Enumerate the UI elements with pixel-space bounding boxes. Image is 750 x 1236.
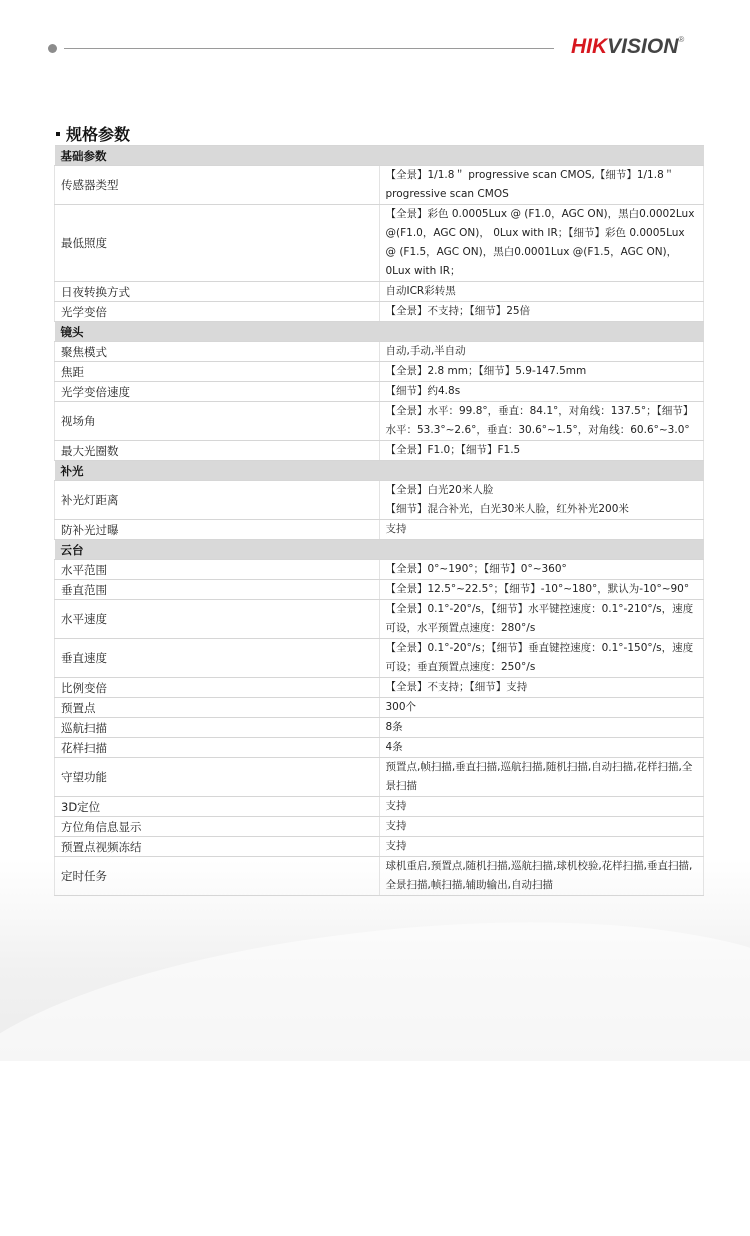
spec-label: 预置点视频冻结 [55,837,380,857]
spec-label: 预置点 [55,698,380,718]
spec-row [55,166,704,205]
spec-value: 300个 [379,698,704,718]
spec-label: 光学变倍 [55,302,380,322]
spec-row [55,302,704,322]
spec-value: 自动ICR彩转黑 [379,282,704,302]
spec-row [55,520,704,540]
spec-value: 8条 [379,718,704,738]
spec-value: 【全景】不支持；【细节】支持 [379,678,704,698]
spec-value: 预置点,帧扫描,垂直扫描,巡航扫描,随机扫描,自动扫描,花样扫描,全景扫描 [379,758,704,797]
spec-label: 比例变倍 [55,678,380,698]
spec-label: 焦距 [55,362,380,382]
spec-row [55,857,704,896]
spec-value: 【细节】约4.8s [379,382,704,402]
spec-group-header [55,540,704,560]
spec-row [55,738,704,758]
spec-value: 支持 [379,817,704,837]
spec-value: 【全景】0.1°-20°/s，【细节】水平键控速度：0.1°-210°/s，速度可设，水平预置点速度：280°/s [379,600,704,639]
spec-row [55,402,704,441]
section-title-text: 规格参数 [66,125,131,144]
spec-value: 4条 [379,738,704,758]
spec-label: 水平速度 [55,600,380,639]
spec-group-title: 基础参数 [55,146,704,166]
spec-value: 【全景】F1.0；【细节】F1.5 [379,441,704,461]
spec-label: 方位角信息显示 [55,817,380,837]
spec-row [55,758,704,797]
spec-row [55,205,704,282]
header-dot [48,44,57,53]
spec-row [55,342,704,362]
spec-row [55,698,704,718]
spec-value: 【全景】2.8 mm；【细节】5.9-147.5mm [379,362,704,382]
spec-label: 视场角 [55,402,380,441]
section-title [56,122,130,145]
spec-label: 水平范围 [55,560,380,580]
spec-group-header [55,322,704,342]
spec-row [55,797,704,817]
spec-row [55,600,704,639]
spec-label: 最低照度 [55,205,380,282]
logo-hik-text: HIK [571,35,608,58]
spec-label: 传感器类型 [55,166,380,205]
spec-value: 【全景】0.1°-20°/s；【细节】垂直键控速度：0.1°-150°/s，速度可设；垂直预置点速度：250°/s [379,639,704,678]
spec-value: 【全景】1/1.8＂ progressive scan CMOS,【细节】1/1.8＂ progressive scan CMOS [379,166,704,205]
spec-group-title: 云台 [55,540,704,560]
spec-row [55,639,704,678]
spec-value: 【全景】彩色 0.0005Lux @ (F1.0，AGC ON)，黑白0.0002Lux @(F1.0，AGC ON)， 0Lux with IR；【细节】彩色 0.0005Lux @ (F1.5，AGC ON)，黑白0.0001Lux @(F1.5，AGC ON)， 0Lux with IR； [379,205,704,282]
section-bullet-icon [56,132,60,136]
logo-vision-text: VISION [607,35,679,58]
spec-row [55,837,704,857]
spec-group-title: 镜头 [55,322,704,342]
spec-label: 垂直速度 [55,639,380,678]
spec-value: 支持 [379,797,704,817]
spec-value: 【全景】白光20米人脸 【细节】混合补光，白光30米人脸，红外补光200米 [379,481,704,520]
spec-label: 巡航扫描 [55,718,380,738]
spec-row [55,362,704,382]
spec-group-title: 补光 [55,461,704,481]
spec-label: 补光灯距离 [55,481,380,520]
spec-label: 3D定位 [55,797,380,817]
spec-label: 聚焦模式 [55,342,380,362]
spec-table [54,145,704,896]
spec-label: 最大光圈数 [55,441,380,461]
spec-label: 花样扫描 [55,738,380,758]
spec-label: 日夜转换方式 [55,282,380,302]
spec-row [55,382,704,402]
spec-row [55,560,704,580]
spec-value: 【全景】0°~190°；【细节】0°~360° [379,560,704,580]
spec-value: 【全景】12.5°~22.5°；【细节】-10°~180°，默认为-10°~90° [379,580,704,600]
spec-group-header [55,461,704,481]
spec-label: 防补光过曝 [55,520,380,540]
spec-value: 支持 [379,837,704,857]
spec-value: 【全景】不支持；【细节】25倍 [379,302,704,322]
spec-value: 球机重启,预置点,随机扫描,巡航扫描,球机校验,花样扫描,垂直扫描,全景扫描,帧扫描,辅助输出,自动扫描 [379,857,704,896]
spec-value: 支持 [379,520,704,540]
logo-registered-mark: ® [678,35,685,44]
spec-row [55,441,704,461]
spec-row [55,718,704,738]
header-rule [64,48,554,49]
spec-value: 【全景】水平：99.8°，垂直：84.1°，对角线：137.5°；【细节】水平：53.3°~2.6°，垂直：30.6°~1.5°，对角线：60.6°~3.0° [379,402,704,441]
hikvision-logo [571,35,684,59]
spec-row [55,580,704,600]
spec-value: 自动,手动,半自动 [379,342,704,362]
spec-row [55,817,704,837]
spec-label: 垂直范围 [55,580,380,600]
spec-row [55,481,704,520]
spec-label: 定时任务 [55,857,380,896]
spec-label: 守望功能 [55,758,380,797]
spec-group-header [55,146,704,166]
spec-row [55,678,704,698]
spec-row [55,282,704,302]
spec-label: 光学变倍速度 [55,382,380,402]
